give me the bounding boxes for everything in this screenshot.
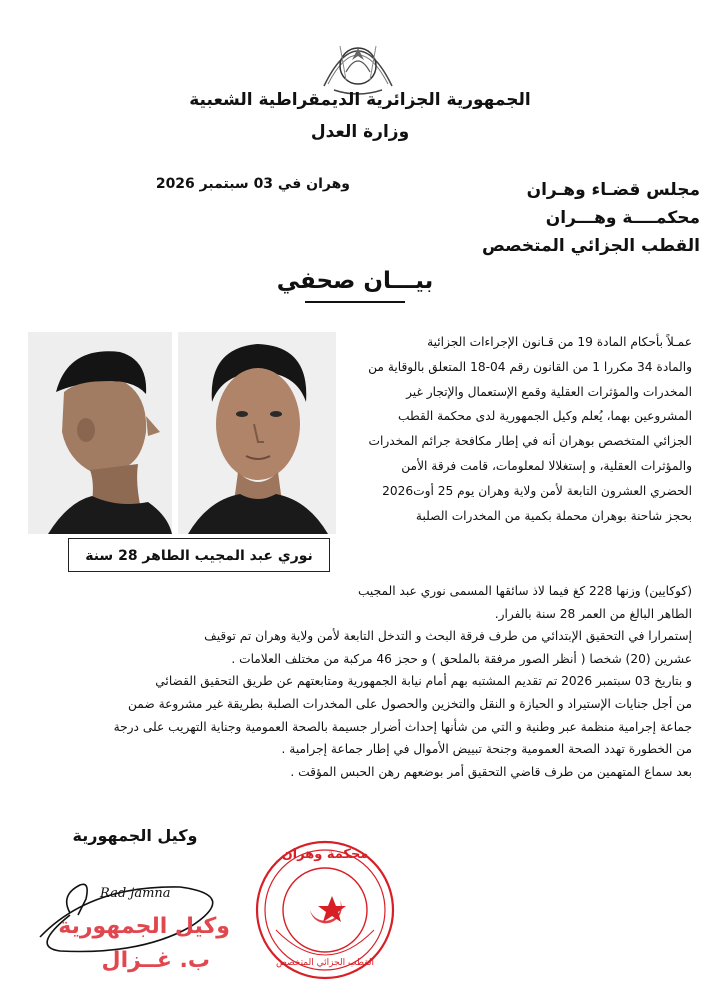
court-tribunal: محكمــــة وهـــران (545, 208, 700, 228)
signature-icon (30, 855, 240, 985)
statement-line: عمـلاً بأحكام المادة 19 من قـانون الإجراءات الجزائية (427, 335, 692, 349)
statement-line: عشرين (20) شخصا ( أنظر الصور مرفقة بالملحق ) و حجز 46 مركبة من مختلف العلامات . (231, 651, 692, 666)
court-council: مجلس قضـاء وهـران (526, 180, 700, 200)
statement-line: والمؤثرات العقلية، و إستغلالا لمعلومات، قامت فرقة الأمن (401, 458, 692, 473)
suspect-front-photo (178, 332, 336, 534)
document-title: بيـــان صحفي (276, 268, 434, 294)
court-seal-icon (250, 830, 400, 990)
court-block (430, 176, 700, 260)
statement-line: الطاهر البالغ من العمر 28 سنة بالفرار. (494, 606, 692, 621)
title-underline (305, 301, 405, 303)
statement-line: من أجل جنايات الإستيراد و الحيازة و النقل والتخزين والحصول على المخدرات الصلبة بطريقة غير مشروعة ضمن (128, 696, 692, 711)
statement-line: إستمرارا في التحقيق الإبتدائي من طرف فرقة البحث و التدخل التابعة لأمن ولاية وهران تم توقيف (204, 629, 692, 644)
svg-text:ب. غــزال: ب. غــزال (101, 948, 210, 973)
statement-line: من الخطورة تهدد الصحة العمومية وجنحة تبييض الأموال في إطار جماعة إجرامية . (281, 742, 692, 757)
statement-line: الحضري العشرون التابعة لأمن ولاية وهران يوم 25 أوت2026 (382, 483, 692, 498)
svg-text:القطب الجزائي المتخصص: القطب الجزائي المتخصص (275, 958, 375, 968)
ministry-name: وزارة العدل (310, 122, 410, 142)
court-pole: القطب الجزائي المتخصص (481, 236, 700, 256)
country-name: الجمهورية الجزائرية الديمقراطية الشعبية (189, 90, 531, 110)
statement-line: بعد سماع المتهمين من طرف قاضي التحقيق أمر بوضعهم رهن الحبس المؤقت . (290, 764, 692, 779)
signatory-title: وكيل الجمهورية (72, 826, 198, 845)
statement-line: الجزائي المتخصص بوهران أنه في إطار مكافحة جرائم المخدرات (368, 434, 692, 449)
statement-line: و بتاريخ 03 سبتمبر 2026 تم تقديم المشتبه بهم أمام نيابة الجمهورية ومتابعتهم عن طريق التحقيق القضائي (155, 674, 692, 689)
suspect-caption: نوري عبد المجيب الطاهر 28 سنة (68, 538, 330, 572)
statement-line: والمادة 34 مكررا 1 من القانون رقم 04-18 المتعلق بالوقاية من (368, 359, 692, 374)
svg-text:محكمة وهران: محكمة وهران (281, 847, 369, 862)
statement-paragraph-full (24, 580, 692, 783)
statement-line: بحجز شاحنة بوهران محملة بكمية من المخدرات الصلبة (415, 508, 692, 523)
svg-text:Rad jamna: Rad jamna (100, 886, 171, 901)
statement-line: (كوكايين) وزنها 228 كغ فيما لاذ سائقها المسمى نوري عبد المجيب (357, 584, 692, 598)
document-date: وهران في 03 سبتمبر 2026 (155, 176, 350, 192)
svg-text:وكيل الجمهورية: وكيل الجمهورية (58, 914, 230, 939)
suspect-profile-photo (28, 332, 172, 534)
statement-line: جماعة إجرامية منظمة عبر وطنية و التي من شأنها إحداث أضرار جسيمة بالصحة العمومية وجناية التهريب على درجة (113, 719, 692, 734)
statement-paragraph-side (344, 330, 692, 528)
statement-line: المخدرات والمؤثرات العقلية وقمع الإستعمال والإتجار غير (406, 384, 692, 399)
coat-of-arms-icon (316, 20, 400, 100)
statement-line: المشروعين بهما، يُعلم وكيل الجمهورية لدى محكمة القطب (397, 409, 692, 424)
